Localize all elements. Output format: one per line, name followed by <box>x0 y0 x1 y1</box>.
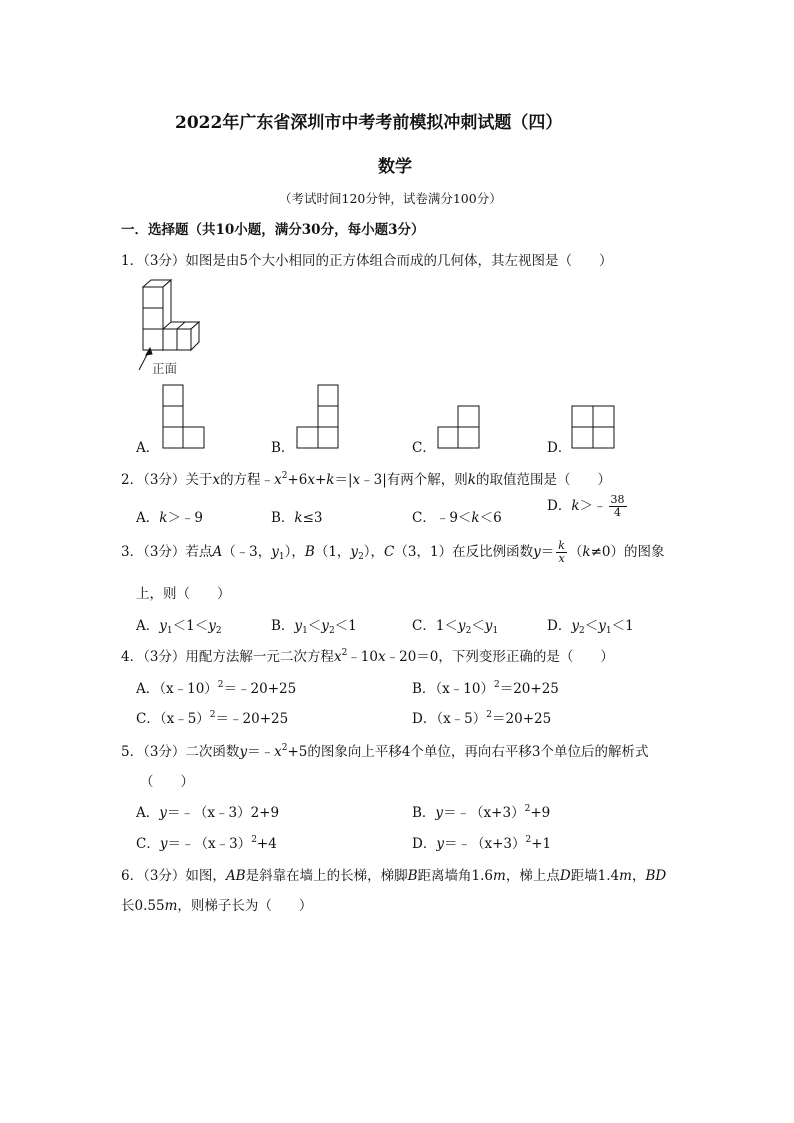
q3-option-d[interactable]: D．$y_2<y_1<1$ <box>547 618 634 636</box>
q3-option-a[interactable]: A．$y_1<1<y_2$ <box>136 618 222 636</box>
exam-title: 2022年广东省深圳市中考考前模拟冲刺试题（四） <box>175 113 563 133</box>
question-6-stem-line2: 长0.55m，则梯子长为（ ） <box>121 898 313 914</box>
question-3-stem: 3．（3分）若点A（﹣3，$y_1$），B（1，$y_2$），C（3，1）在反比例函数y＝ $\frac{k}{x}$ （k≠0）的图象 <box>121 539 665 565</box>
q1-option-d-figure[interactable] <box>571 405 617 450</box>
question-4-stem: 4．（3分）用配方法解一元二次方程$x^2﹣10x﹣20=0$，下列变形正确的是（ ） <box>121 648 614 665</box>
q5-option-c[interactable]: C．y＝﹣（x﹣3）$^2$+4 <box>136 835 277 852</box>
fraction-k-over-x: $\frac{k}{x}$ <box>558 539 565 565</box>
q1-solid-figure <box>135 278 215 370</box>
q4-option-b[interactable]: B．（x﹣10）$^2$＝20+25 <box>412 680 559 697</box>
q1-option-a-figure[interactable] <box>162 384 208 450</box>
q4-option-a[interactable]: A．（x﹣10）$^2$＝﹣20+25 <box>136 680 297 697</box>
q1-option-d-label[interactable]: D． <box>547 440 572 456</box>
q5-option-a[interactable]: A．y＝﹣（x﹣3）2+9 <box>136 805 280 821</box>
question-6-stem: 6．（3分）如图，AB是斜靠在墙上的长梯，梯脚B距离墙角1.6m，梯上点D距墙1.4m，BD <box>121 868 667 884</box>
front-label: 正面 <box>152 361 178 376</box>
q1-option-c-label[interactable]: C． <box>412 440 436 456</box>
q2-option-d[interactable]: D．k＞﹣ $\frac{38}{4}$ <box>547 493 625 519</box>
q4-option-d[interactable]: D．（x﹣5）$^2$＝20+25 <box>412 710 552 727</box>
q1-option-b-label[interactable]: B． <box>271 440 295 456</box>
q2-option-a[interactable]: A．k＞﹣9 <box>136 510 204 526</box>
q1-option-c-figure[interactable] <box>437 405 483 450</box>
question-3-stem-line2: 上，则（ ） <box>136 586 231 602</box>
q2-option-b[interactable]: B．k≤3 <box>271 510 323 526</box>
section-heading: 一．选择题（共10小题，满分30分，每小题3分） <box>121 222 425 238</box>
q3-option-b[interactable]: B．$y_1<y_2<1$ <box>271 618 357 636</box>
q3-option-c[interactable]: C．$1<y_2<y_1$ <box>412 618 499 636</box>
question-5-stem-line2: （ ） <box>140 774 194 790</box>
q5-option-d[interactable]: D．$y=﹣(x+3)^2+1$ <box>412 835 552 852</box>
subject-title: 数学 <box>378 157 412 177</box>
q1-option-a-label[interactable]: A． <box>136 440 160 456</box>
q1-option-b-figure[interactable] <box>296 384 342 450</box>
fraction-38-over-4: $\frac{38}{4}$ <box>610 493 625 519</box>
exam-note: （考试时间120分钟，试卷满分100分） <box>279 191 502 206</box>
q4-option-c[interactable]: C．（x﹣5）$^2$＝﹣20+25 <box>136 710 289 727</box>
question-5-stem: 5．（3分）二次函数$y=﹣x^2+5$的图象向上平移4个单位，再向右平移3个单位后的解析式 <box>121 743 649 760</box>
question-1-stem: 1．（3分）如图是由5个大小相同的正方体组合而成的几何体，其左视图是（ ） <box>121 253 613 269</box>
question-2-stem: 2．（3分）关于x的方程$﹣x^2+6x+k=|x﹣3|$有两个解，则k的取值范围是（ ） <box>121 471 611 488</box>
q2-option-c[interactable]: C．﹣9＜k＜6 <box>412 510 502 526</box>
q5-option-b[interactable]: B．$y=﹣(x+3)^2+9$ <box>412 804 551 821</box>
